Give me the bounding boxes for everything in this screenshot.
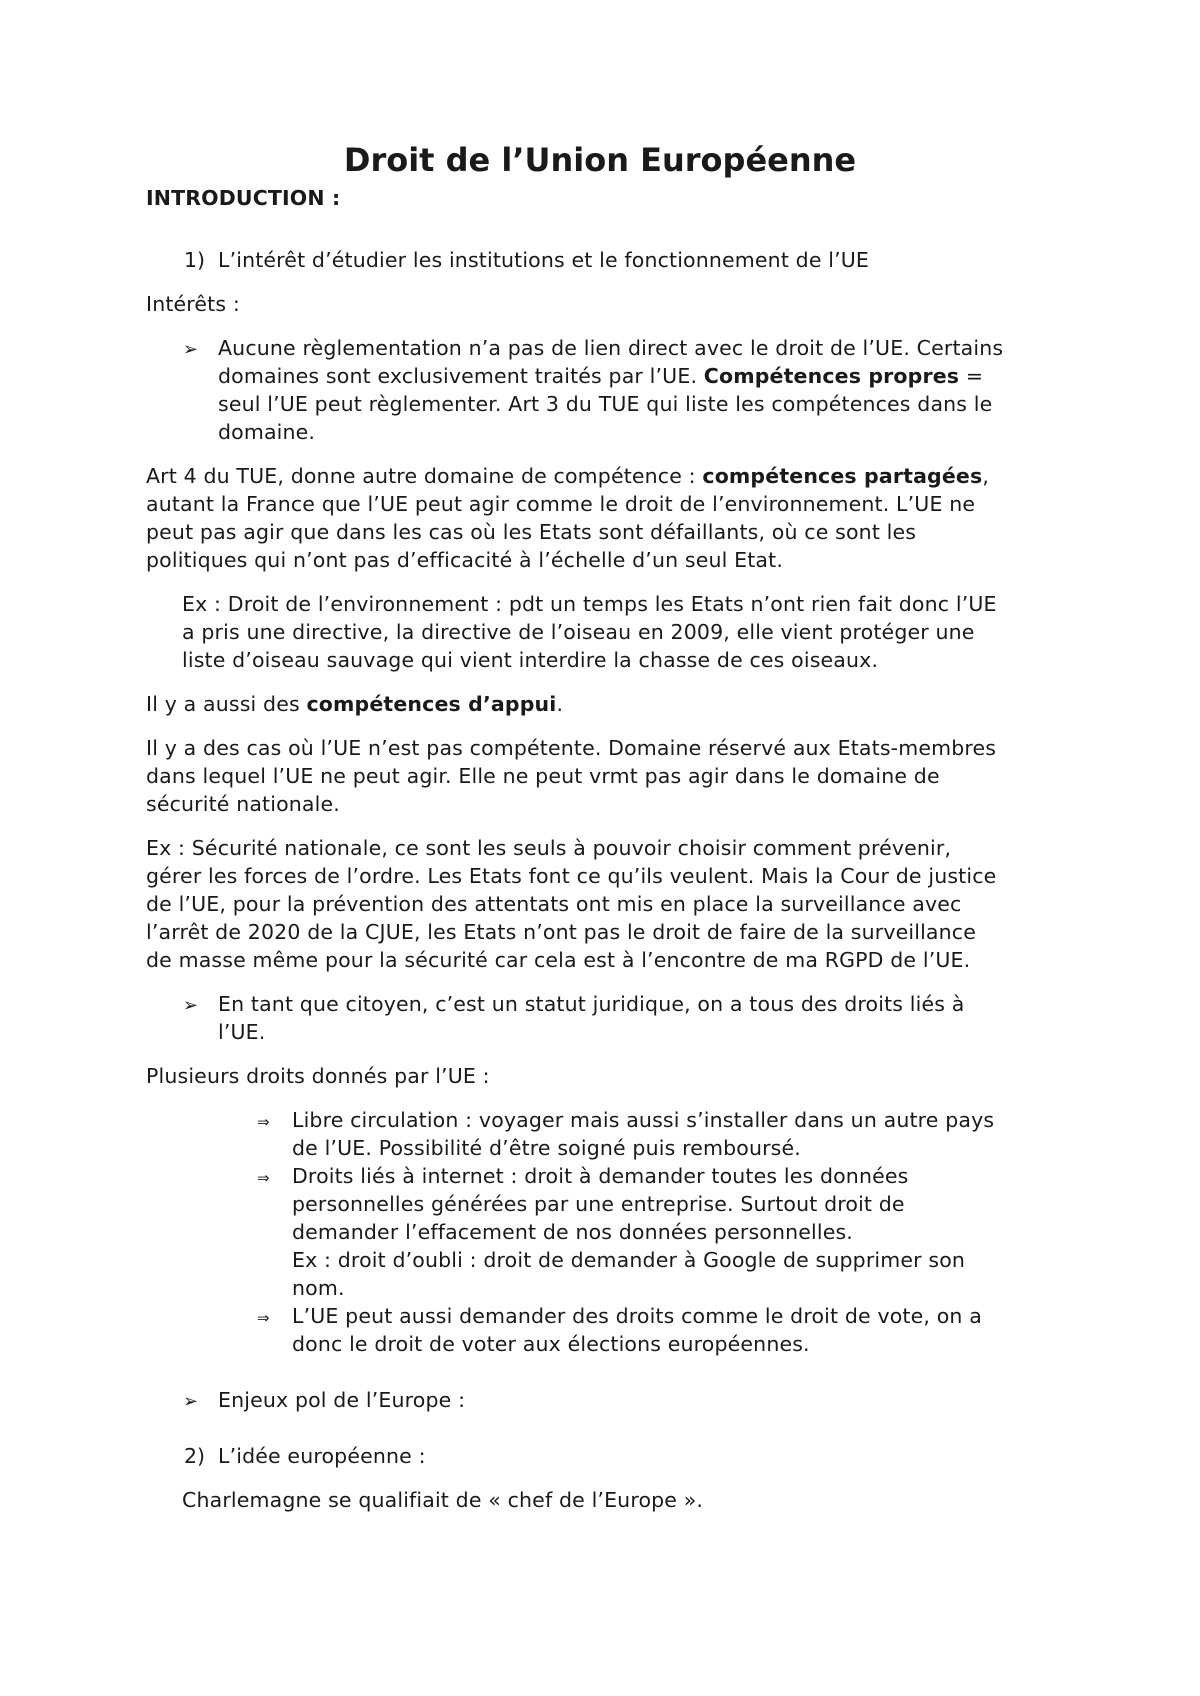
droit-2-line-2: personnelles générées par une entreprise. Surtout droit de	[292, 1192, 905, 1216]
example-2-line-2: gérer les forces de l’ordre. Les Etats font ce qu’ils veulent. Mais la Cour de justice	[146, 864, 997, 888]
bullet-arrow-icon: ➢	[183, 339, 199, 360]
droit-3-line-2: donc le droit de voter aux élections européennes.	[292, 1332, 810, 1356]
example-2-line-3: de l’UE, pour la prévention des attentats ont mis en place la surveillance avec	[146, 892, 962, 916]
art4-line-3: peut pas agir que dans les cas où les Etats sont défaillants, où ce sont les	[146, 520, 917, 544]
bullet-1-line-4: domaine.	[218, 420, 316, 444]
document-title: Droit de l’Union Européenne	[343, 141, 857, 179]
art4-line-1-c: ,	[982, 464, 990, 488]
section-1-number: 1)	[184, 248, 206, 272]
appui-a: Il y a aussi des	[146, 692, 307, 716]
droit-1-line-1: Libre circulation : voyager mais aussi s’installer dans un autre pays	[292, 1108, 995, 1132]
example-1-line-3: liste d’oiseau sauvage qui vient interdire la chasse de ces oiseaux.	[182, 648, 879, 672]
example-2-line-4: l’arrêt de 2020 de la CJUE, les Etats n’ont pas le droit de faire de la surveillance	[146, 920, 976, 944]
art4-line-1	[146, 462, 989, 490]
droit-2-line-5: nom.	[292, 1276, 345, 1300]
bullet-1-line-2-a: domaines sont exclusivement traités par l’UE.	[218, 364, 704, 388]
art4-line-1-a: Art 4 du TUE, donne autre domaine de compétence :	[146, 464, 703, 488]
droit-2-line-3: demander l’effacement de nos données personnelles.	[292, 1220, 853, 1244]
example-1-line-2: a pris une directive, la directive de l’oiseau en 2009, elle vient protéger une	[182, 620, 975, 644]
bullet-1-line-1: Aucune règlementation n’a pas de lien direct avec le droit de l’UE. Certains	[218, 336, 1004, 360]
droit-2-line-1: Droits liés à internet : droit à demander toutes les données	[292, 1164, 909, 1188]
example-2-line-5: de masse même pour la sécurité car cela est à l’encontre de ma RGPD de l’UE.	[146, 948, 971, 972]
appui-c: .	[556, 692, 564, 716]
bullet-arrow-icon: ➢	[183, 995, 199, 1016]
appui-line	[146, 690, 563, 718]
bullet-1-line-2	[218, 362, 983, 390]
competences-partagees-term: compétences partagées	[702, 464, 983, 488]
non-competent-line-1: Il y a des cas où l’UE n’est pas compétente. Domaine réservé aux Etats-membres	[146, 736, 997, 760]
bullet-2-line-1: En tant que citoyen, c’est un statut juridique, on a tous des droits liés à	[218, 992, 965, 1016]
bullet-arrow-icon: ➢	[183, 1391, 199, 1412]
implies-arrow-icon: ⇒	[257, 1113, 270, 1131]
section-2-heading: L’idée européenne :	[218, 1444, 426, 1468]
introduction-heading: INTRODUCTION :	[146, 186, 341, 210]
bullet-1-line-2-c: =	[959, 364, 984, 388]
bullet-1-line-3: seul l’UE peut règlementer. Art 3 du TUE qui liste les compétences dans le	[218, 392, 993, 416]
section-1-heading: L’intérêt d’étudier les institutions et le fonctionnement de l’UE	[218, 248, 870, 272]
non-competent-line-2: dans lequel l’UE ne peut agir. Elle ne peut vrmt pas agir dans le domaine de	[146, 764, 940, 788]
implies-arrow-icon: ⇒	[257, 1309, 270, 1327]
art4-line-2: autant la France que l’UE peut agir comme le droit de l’environnement. L’UE ne	[146, 492, 976, 516]
non-competent-line-3: sécurité nationale.	[146, 792, 340, 816]
example-2-line-1: Ex : Sécurité nationale, ce sont les seuls à pouvoir choisir comment prévenir,	[146, 836, 952, 860]
art4-line-4: politiques qui n’ont pas d’efficacité à l’échelle d’un seul Etat.	[146, 548, 784, 572]
charlemagne-line: Charlemagne se qualifiait de « chef de l’Europe ».	[182, 1488, 704, 1512]
competences-propres-term: Compétences propres	[703, 364, 960, 388]
example-1-line-1: Ex : Droit de l’environnement : pdt un temps les Etats n’ont rien fait donc l’UE	[182, 592, 997, 616]
competences-appui-term: compétences d’appui	[306, 692, 557, 716]
section-2-number: 2)	[184, 1444, 206, 1468]
interets-label: Intérêts :	[146, 292, 240, 316]
droit-2-line-4: Ex : droit d’oubli : droit de demander à Google de supprimer son	[292, 1248, 966, 1272]
droit-1-line-2: de l’UE. Possibilité d’être soigné puis remboursé.	[292, 1136, 801, 1160]
bullet-2-line-2: l’UE.	[218, 1020, 266, 1044]
droit-3-line-1: L’UE peut aussi demander des droits comme le droit de vote, on a	[292, 1304, 982, 1328]
implies-arrow-icon: ⇒	[257, 1169, 270, 1187]
plusieurs-droits-label: Plusieurs droits donnés par l’UE :	[146, 1064, 490, 1088]
bullet-3-line: Enjeux pol de l’Europe :	[218, 1388, 466, 1412]
